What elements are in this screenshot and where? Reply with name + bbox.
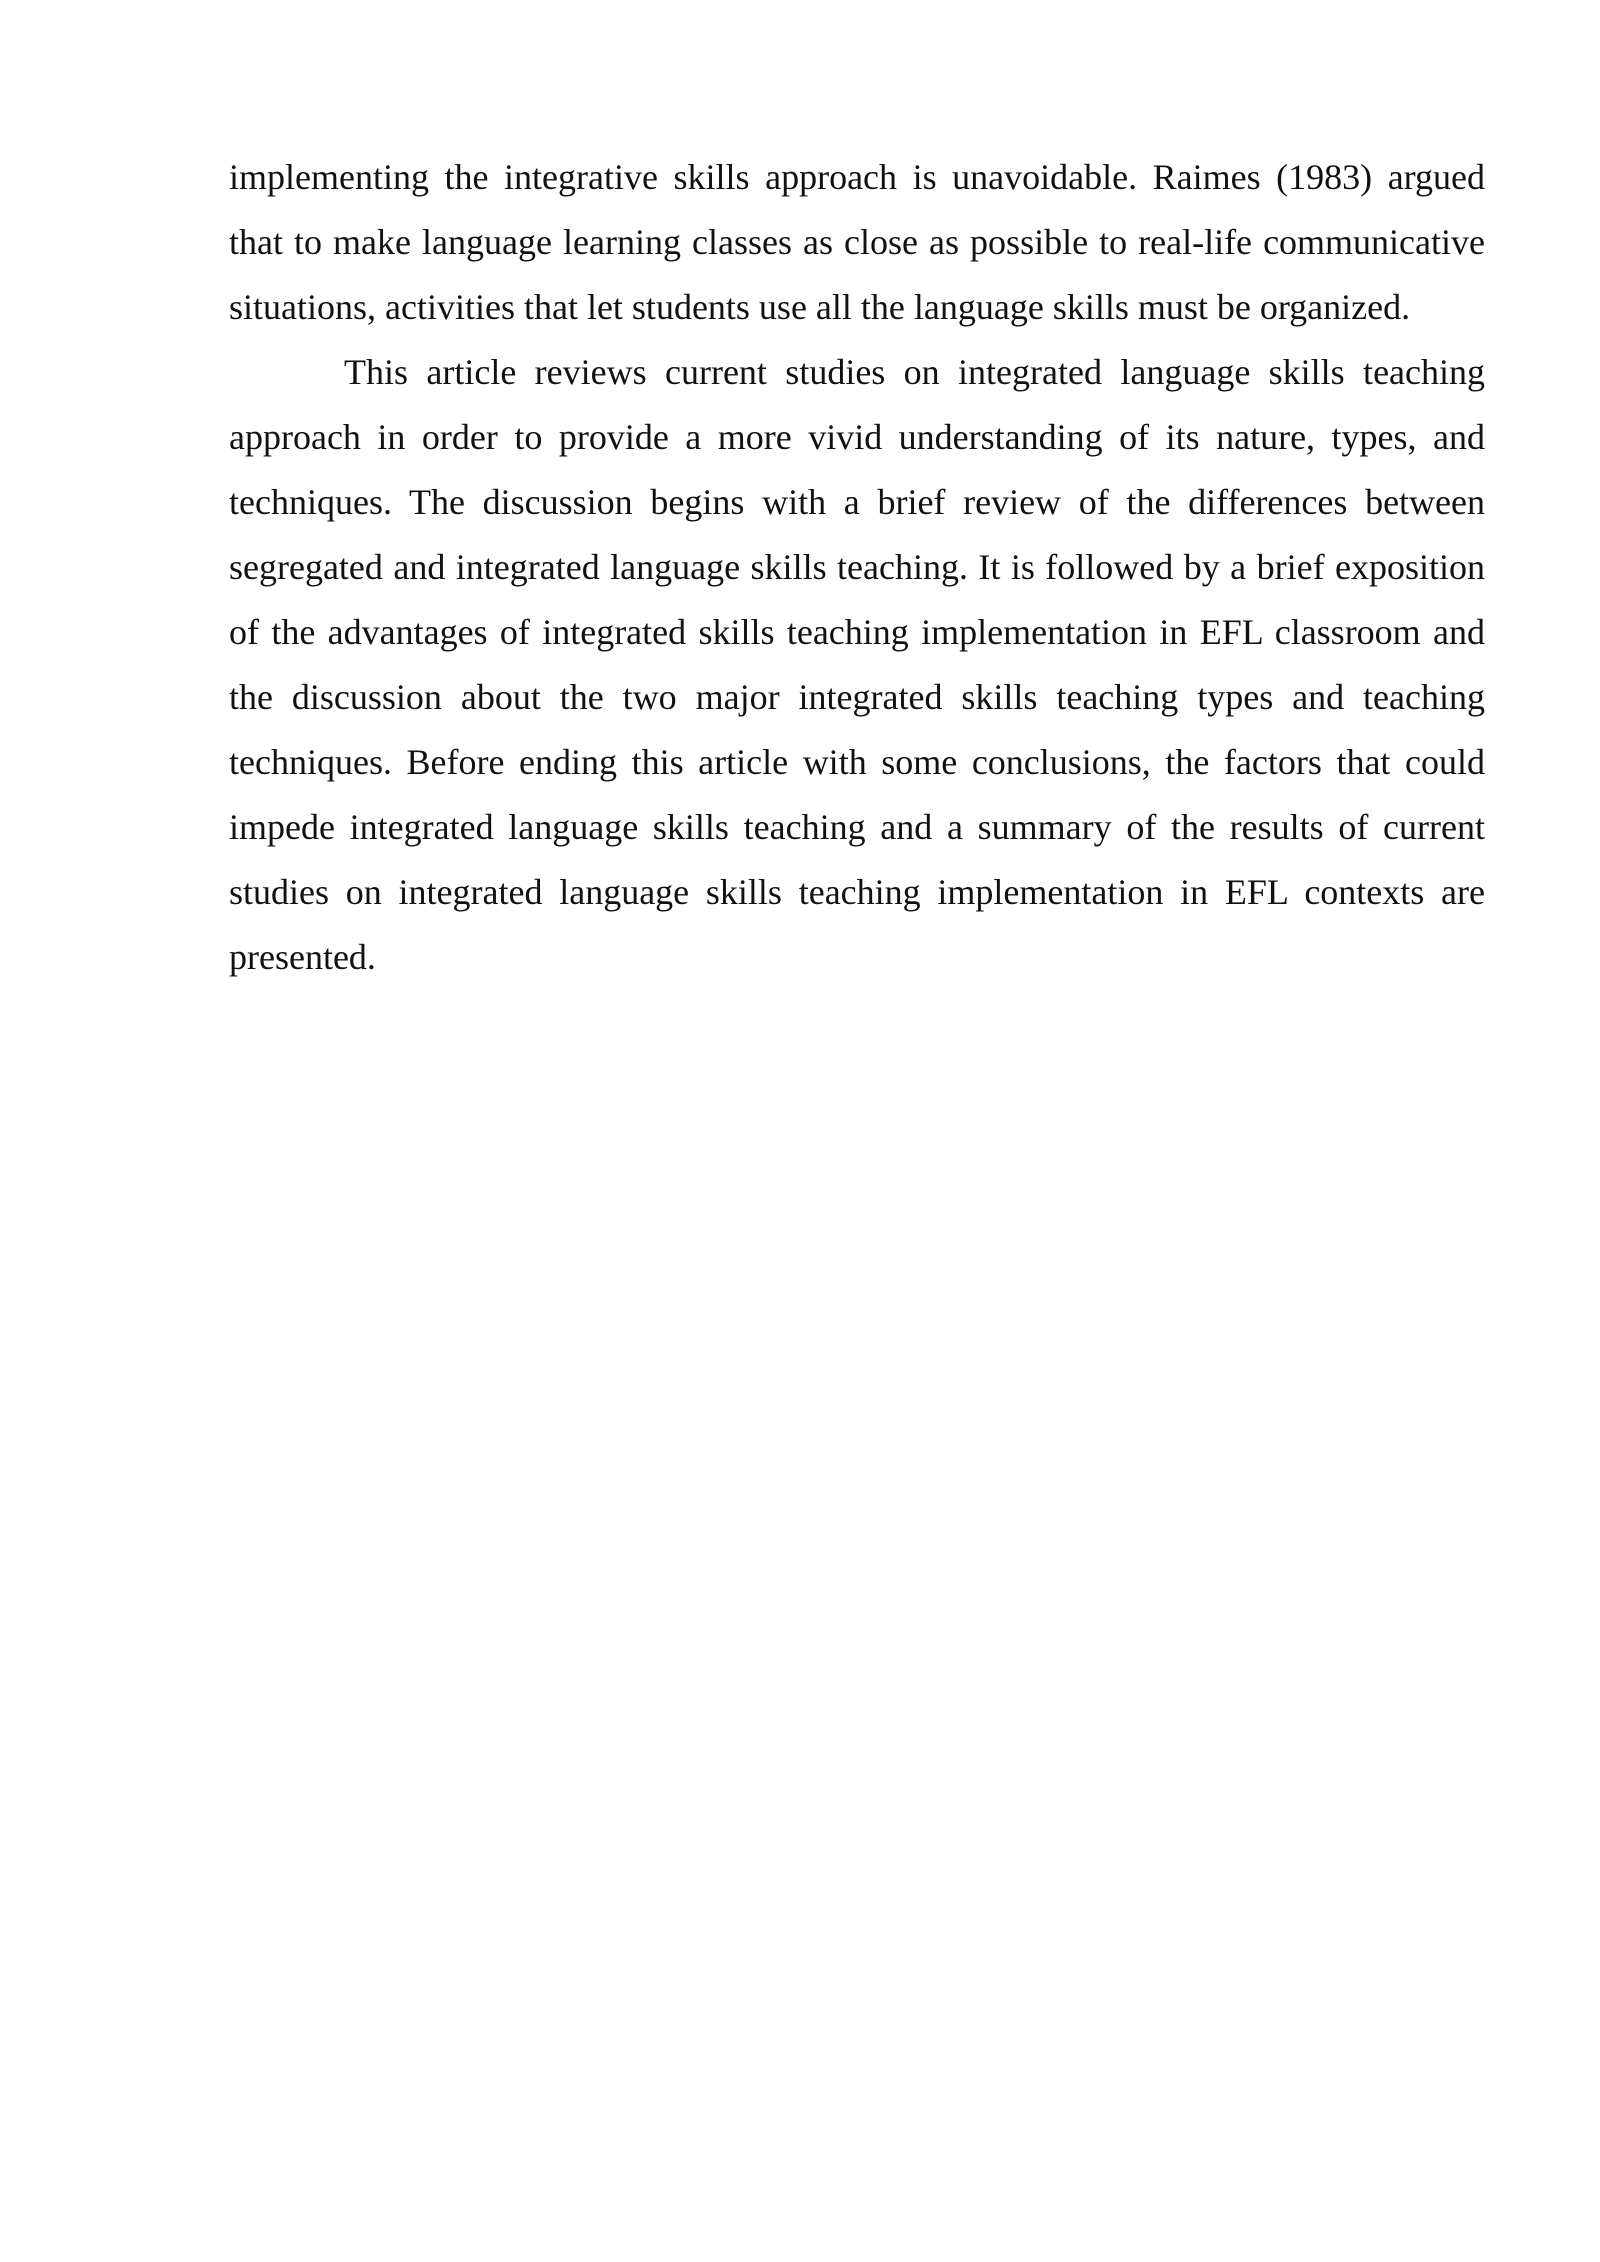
paragraph-article-overview: This article reviews current studies on integrated language skills teaching approach in order to provide a more vivid understanding of its nature, types, and techniques. The discussion begins with a brief review of the differences between segregated and integrated language skills teaching. It is followed by a brief exposition of the advantages of integrated skills teaching implementation in EFL classroom and the discussion about the two major integrated skills teaching types and teaching techniques. Before ending this article with some conclusions, the factors that could impede integrated language skills teaching and a summary of the results of current studies on integrated language skills teaching implementation in EFL contexts are presented. — [229, 352, 1485, 977]
paragraph-continuation: implementing the integrative skills approach is unavoidable. Raimes (1983) argued that to make language learning classes as close as possible to real-life communicative situations, activities that let students use all the language skills must be organized. — [229, 157, 1485, 327]
document-body — [229, 145, 1485, 990]
